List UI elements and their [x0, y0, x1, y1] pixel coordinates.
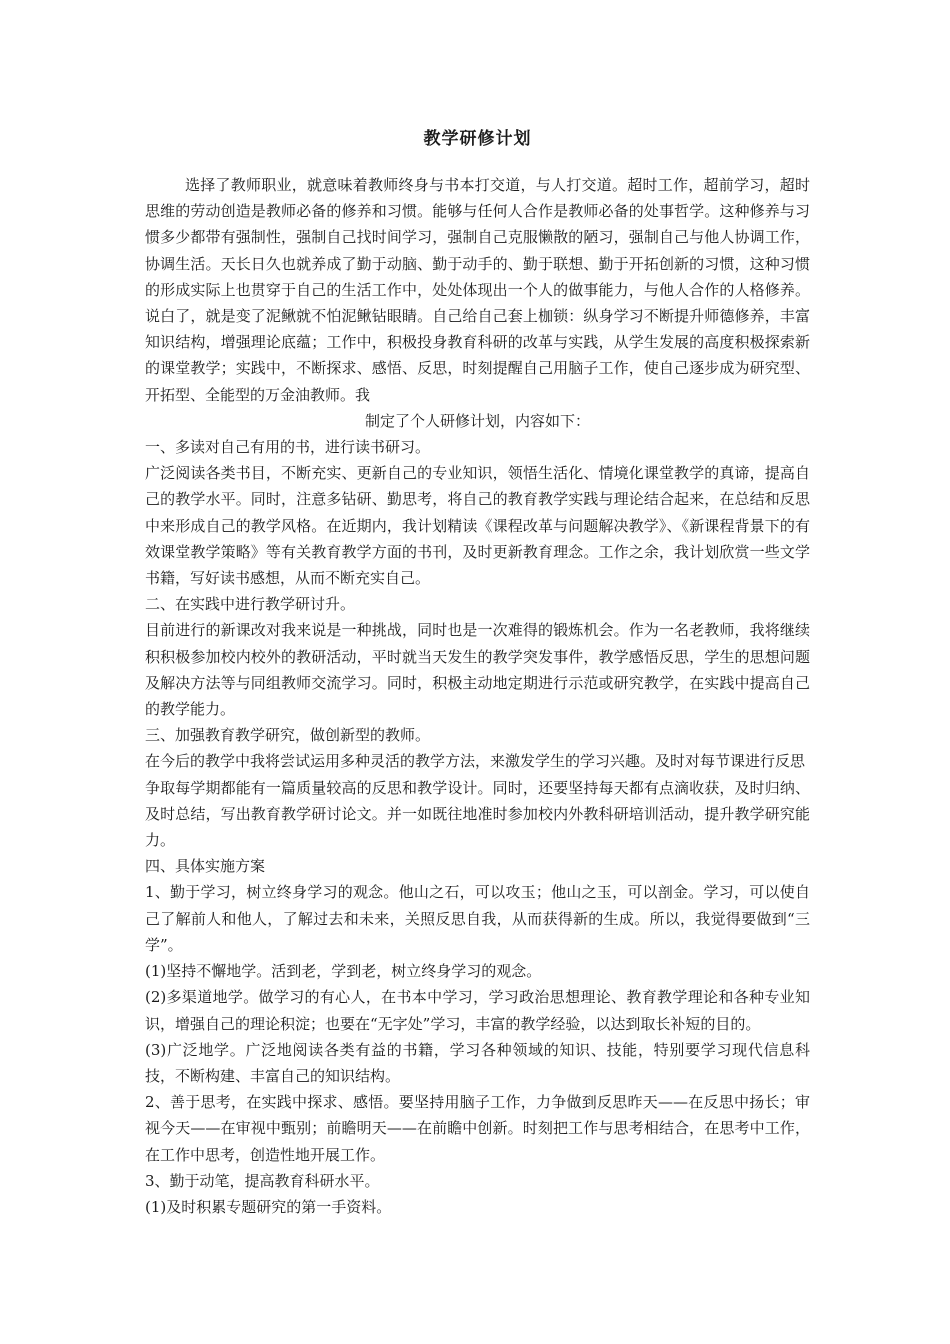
list-item: (3)广泛地学。广泛地阅读各类有益的书籍，学习各种领域的知识、技能，特别要学习现代信息科技，不断构建、丰富自己的知识结构。	[145, 1040, 810, 1085]
body-paragraph: 目前进行的新课改对我来说是一种挑战，同时也是一次难得的锻炼机会。作为一名老教师，我将继续积积极参加校内校外的教研活动，平时就当天发生的教学突发事件，教学感悟反思，学生的思想问题及解决方法等与同组教师交流学习。同时，积极主动地定期进行示范或研究教学，在实践中提高自己的教学能力。	[145, 621, 810, 719]
list-item: 2、善于思考，在实践中探求、感悟。要坚持用脑子工作，力争做到反思昨天——在反思中扬长；审视今天——在审视中甄别；前瞻明天——在前瞻中创新。时刻把工作与思考相结合，在思考中工作，在工作中思考，创造性地开展工作。	[145, 1093, 810, 1164]
document-page	[145, 128, 810, 1220]
section-heading-4: 四、具体实施方案	[145, 857, 266, 876]
intro-paragraph: 选择了教师职业，就意味着教师终身与书本打交道，与人打交道。超时工作，超前学习，超时思维的劳动创造是教师必备的修养和习惯。能够与任何人合作是教师必备的处事哲学。这种修养与习惯多少都带有强制性，强制自己找时间学习，强制自己克服懒散的陋习，强制自己与他人协调工作，协调生活。天长日久也就养成了勤于动脑、勤于动手的、勤于联想、勤于开拓创新的习惯，这种习惯的形成实际上也贯穿于自己的生活工作中，处处体现出一个人的做事能力，与他人合作的人格修养。说白了，就是变了泥鳅就不怕泥鳅钻眼睛。自己给自己套上枷锁：纵身学习不断提升师德修养，丰富知识结构，增强理论底蕴；工作中，积极投身教育科研的改革与实践，从学生发展的高度积极探索新的课堂教学；实践中，不断探求、感悟、反思，时刻提醒自己用脑子工作，使自己逐步成为研究型、开拓型、全能型的万金油教师。我	[145, 176, 810, 404]
body-paragraph: 争取每学期都能有一篇质量较高的反思和教学设计。同时，还要坚持每天都有点滴收获，及时归纳、及时总结，写出教育教学研讨论文。并一如既往地准时参加校内外教科研培训活动，提升教学研究能力。	[145, 778, 810, 850]
body-paragraph: 在今后的教学中我将尝试运用多种灵活的教学方法，来激发学生的学习兴趣。及时对每节课进行反思	[145, 752, 806, 771]
document-title: 教学研修计划	[423, 129, 532, 149]
body-paragraph: 广泛阅读各类书目，不断充实、更新自己的专业知识，领悟生活化、情境化课堂教学的真谛，提高自己的教学水平。同时，注意多钻研、勤思考，将自己的教育教学实践与理论结合起来，在总结和反思中来形成自己的教学风格。在近期内，我计划精读《课程改革与问题解决教学》、《新课程背景下的有效课堂教学策略》等有关教育教学方面的书刊，及时更新教育理念。工作之余，我计划欣赏一些文学书籍，写好读书感想，从而不断充实自己。	[145, 464, 810, 588]
list-item: 3、勤于动笔，提高教育科研水平。	[145, 1171, 380, 1190]
list-item: (2)多渠道地学。做学习的有心人，在书本中学习，学习政治思想理论、教育教学理论和各种专业知识，增强自己的理论积淀；也要在“无字处”学习，丰富的教学经验，以达到取长补短的目的。	[145, 988, 810, 1033]
section-heading-3: 三、加强教育教学研究，做创新型的教师。	[145, 726, 431, 745]
section-heading-2: 二、在实践中进行教学研讨升。	[145, 595, 356, 614]
list-item: (1)坚持不懈地学。活到老，学到老，树立终身学习的观念。	[145, 962, 542, 981]
section-heading-1: 一、多读对自己有用的书，进行读书研习。	[145, 438, 431, 457]
intro-closing-line: 制定了个人研修计划，内容如下：	[364, 411, 590, 430]
list-item: 1、勤于学习，树立终身学习的观念。他山之石，可以攻玉；他山之玉，可以剖金。学习，可以使自己了解前人和他人，了解过去和未来，关照反思自我，从而获得新的生成。所以，我觉得要做到“三学”。	[145, 883, 810, 954]
list-item: (1)及时积累专题研究的第一手资料。	[145, 1197, 392, 1216]
